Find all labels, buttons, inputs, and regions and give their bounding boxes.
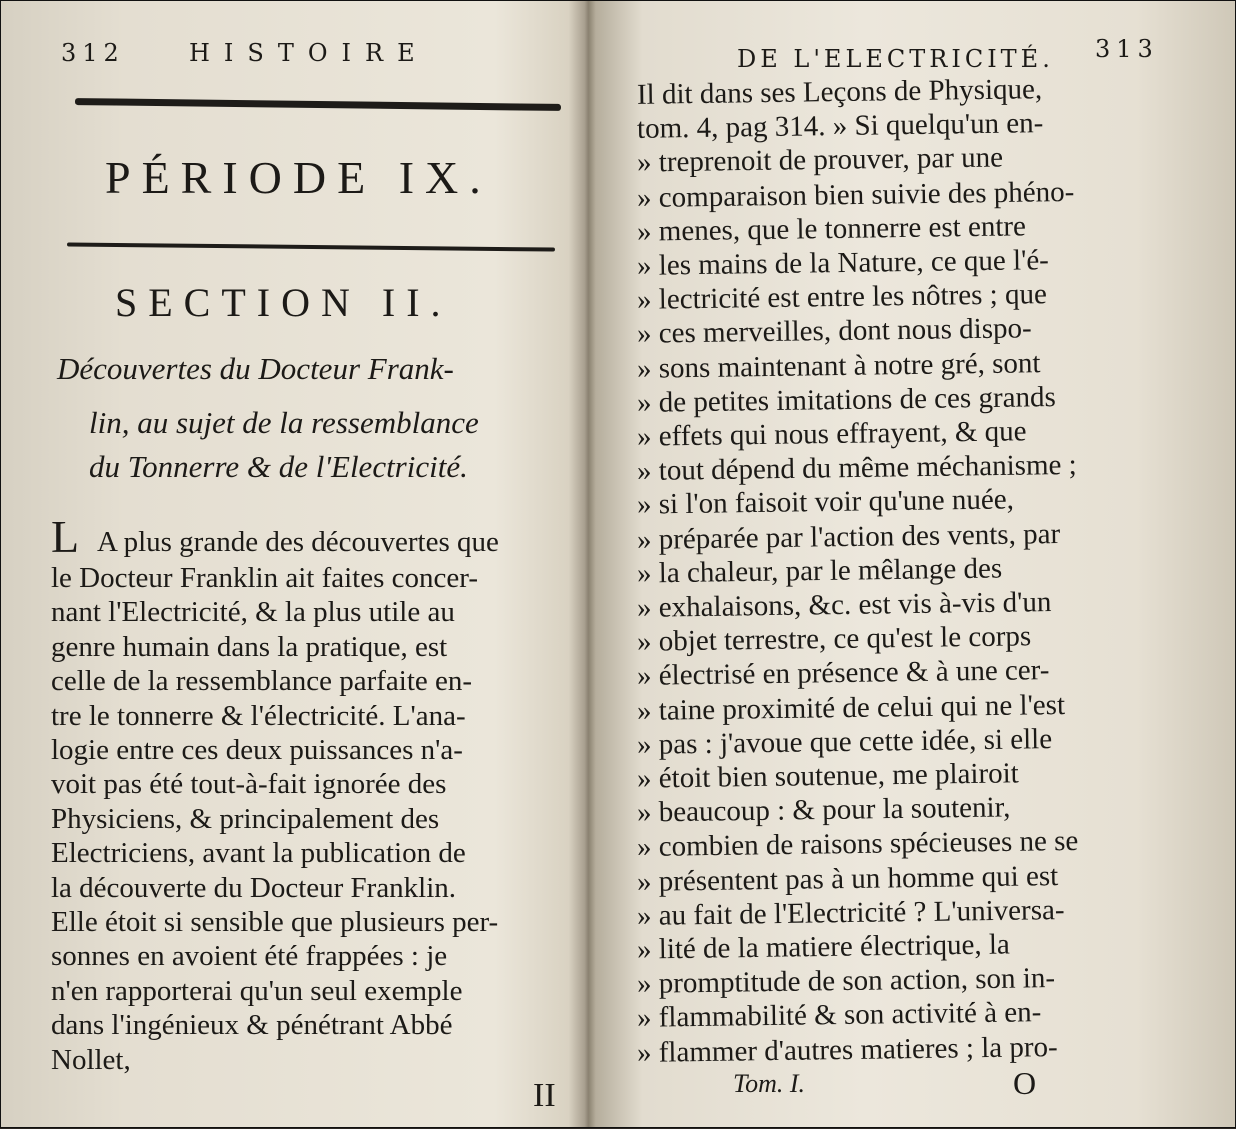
right-body-line-17: » objet terrestre, ce qu'est le corps [636,620,1032,658]
right-body-line-24: » présentent pas à un homme qui est [636,859,1059,898]
right-body-line-16: » exhalaisons, &c. est vis à-vis d'un [636,586,1052,624]
right-body-line-1: Il dit dans ses Leçons de Physique, [636,73,1043,111]
left-body-line-13: n'en rapporterai qu'un seul exemple [51,974,463,1007]
subtitle-line-2: lin, au sujet de la ressemblance [89,405,479,440]
footer-volume: Tom. I. [733,1069,806,1098]
right-body-line-29: » flammer d'autres matieres ; la pro- [636,1030,1058,1069]
left-body-line-11: Elle étoit si sensible que plusieurs per- [51,906,499,938]
top-double-rule [75,98,561,111]
right-body-line-18: » électrisé en présence & à une cer- [636,654,1050,693]
left-body-line-12: sonnes en avoient été frappées : je [51,940,448,973]
left-body-line-8: Physiciens, & principalement des [51,802,440,835]
left-page [1,1,586,1129]
period-heading: PÉRIODE IX. [105,152,492,203]
right-body-line-2: tom. 4, pag 314. » Si quelqu'un en- [636,107,1044,146]
right-body-line-28: » flammabilité & son activité à en- [636,996,1042,1035]
footer-signature: O [1013,1065,1037,1101]
left-body-line-2: nant l'Electricité, & la plus utile au [51,596,455,629]
right-body-line-20: » pas : j'avoue que cette idée, si elle [636,722,1053,761]
body-first-line: A plus grande des découvertes que [97,526,499,558]
right-body-line-6: » les mains de la Nature, ce que l'é- [636,244,1050,282]
left-body-line-1: le Docteur Franklin ait faites concer- [51,562,478,594]
right-body-line-14: » préparée par l'action des vents, par [636,517,1061,556]
drop-cap: L [51,511,80,562]
left-page-number: 312 [61,39,125,67]
left-body-line-9: Electriciens, avant la publication de [51,837,466,870]
right-body-line-8: » ces merveilles, dont nous dispo- [636,312,1032,351]
left-body-line-10: la découverte du Docteur Franklin. [51,871,457,904]
right-body-line-7: » lectricité est entre les nôtres ; que [636,278,1048,317]
right-body-line-4: » comparaison bien suivie des phéno- [636,175,1075,214]
right-body-line-15: » la chaleur, par le mêlange des [636,552,1003,590]
left-body-line-7: voit pas été tout-à-fait ignorée des [51,768,447,801]
right-body-line-12: » tout dépend du même méchanisme ; [636,449,1077,488]
right-body-line-9: » sons maintenant à notre gré, sont [636,346,1041,385]
subtitle-line-1: Découvertes du Docteur Frank- [57,351,454,386]
right-page-number: 313 [1095,35,1159,63]
section-heading: SECTION II. [115,280,452,325]
heading-rule [67,242,555,251]
right-body-line-21: » étoit bien soutenue, me plairoit [636,757,1019,795]
right-body-line-22: » beaucoup : & pour la soutenir, [636,791,1011,829]
left-body-line-3: genre humain dans la pratique, est [51,630,448,663]
right-body-line-19: » taine proximité de celui qui ne l'est [636,688,1066,727]
right-body-line-10: » de petites imitations de ces grands [636,380,1056,419]
left-running-head: HISTOIRE [189,39,429,67]
left-body-line-5: tre le tonnerre & l'électricité. L'ana- [51,699,466,732]
right-page [591,1,1236,1129]
left-body-line-14: dans l'ingénieux & pénétrant Abbé [51,1009,453,1042]
signature-mark: II [533,1077,556,1114]
subtitle-line-3: du Tonnerre & de l'Electricité. [89,449,468,484]
left-body-line-6: logie entre ces deux puissances n'a- [51,734,463,766]
left-body-line-4: celle de la ressemblance parfaite en- [51,665,473,698]
right-body-line-13: » si l'on faisoit voir qu'une nuée, [636,483,1015,522]
left-body-line-15: Nollet, [51,1043,131,1076]
right-body-line-27: » promptitude de son action, son in- [636,962,1056,1001]
right-body-line-11: » effets qui nous effrayent, & que [636,415,1027,453]
right-body-line-5: » menes, que le tonnerre est entre [636,210,1027,248]
right-running-head: DE L'ELECTRICITÉ. [737,45,1054,73]
right-body-line-3: » treprenoit de prouver, par une [636,141,1004,179]
right-body-line-26: » lité de la matiere électrique, la [636,928,1010,966]
right-body-line-25: » au fait de l'Electricité ? L'universa- [636,893,1065,932]
right-body-line-23: » combien de raisons spécieuses ne se [636,825,1079,864]
